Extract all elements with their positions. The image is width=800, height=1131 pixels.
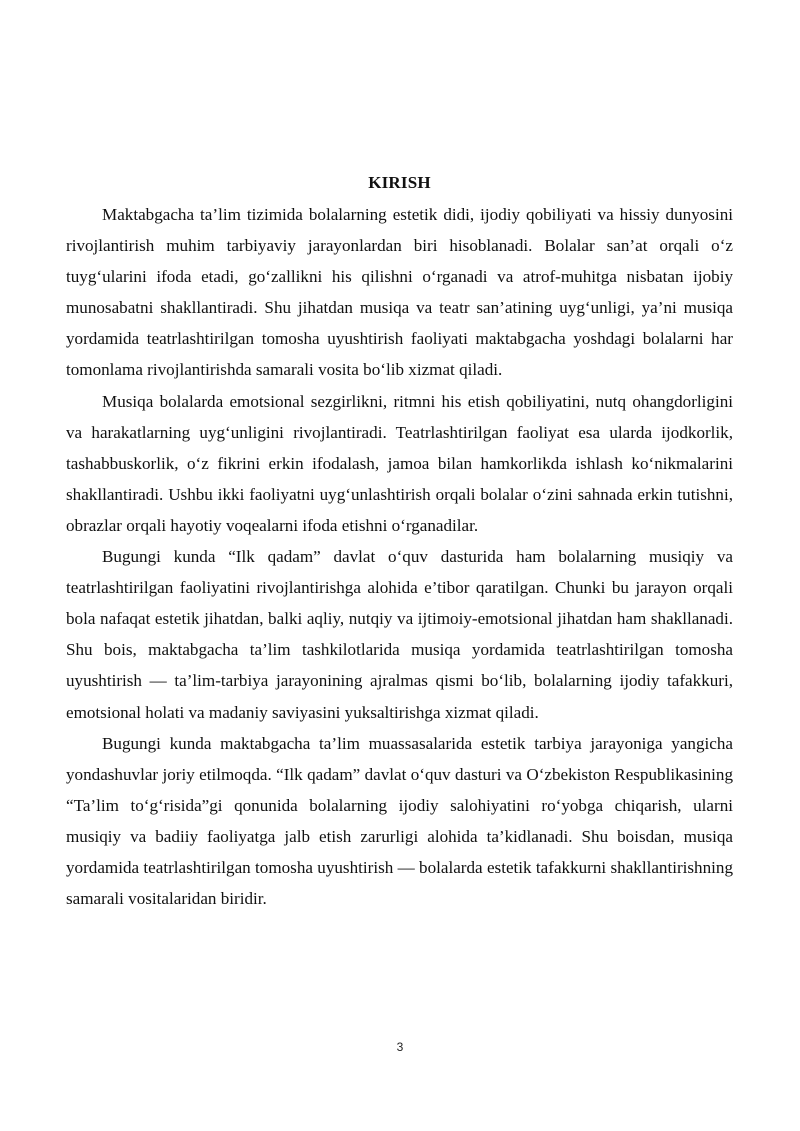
- section-title: KIRISH: [368, 173, 431, 192]
- document-page: [66, 172, 733, 914]
- paragraph-3: Bugungi kunda “Ilk qadam” davlat o‘quv dasturida ham bolalarning musiqiy va teatrlashtirilgan faoliyatini rivojlantirishga alohida e’tibor qaratilgan. Chunki bu jarayon orqali bola nafaqat estetik jihatdan, balki aqliy, nutqiy va ijtimoiy-emotsional jihatdan ham shakllanadi. Shu bois, maktabgacha ta’lim tashkilotlarida musiqa yordamida teatrlashtirilgan tomosha uyushtirish — ta’lim-tarbiya jarayonining ajralmas qismi bo‘lib, bolalarning ijodiy tafakkuri, emotsional holati va madaniy saviyasini yuksaltirishga xizmat qiladi.: [66, 547, 733, 722]
- page-number: 3: [396, 1040, 404, 1054]
- paragraph-2: Musiqa bolalarda emotsional sezgirlikni, ritmni his etish qobiliyatini, nutq ohangdorligini va harakatlarning uyg‘unligini rivojlantiradi. Teatrlashtirilgan faoliyat esa ularda ijodkorlik, tashabbuskorlik, o‘z fikrini erkin ifodalash, jamoa bilan hamkorlikda ishlash ko‘nikmalarini shakllantiradi. Ushbu ikki faoliyatni uyg‘unlashtirish orqali bolalar o‘zini sahnada erkin tutishni, obrazlar orqali hayotiy voqealarni ifoda etishni o‘rganadilar.: [66, 391, 733, 535]
- paragraph-1: Maktabgacha ta’lim tizimida bolalarning estetik didi, ijodiy qobiliyati va hissiy dunyosini rivojlantirish muhim tarbiyaviy jarayonlardan biri hisoblanadi. Bolalar san’at orqali o‘z tuyg‘ularini ifoda etadi, go‘zallikni his qilishni o‘rganadi va atrof-muhitga nisbatan ijobiy munosabatni shakllantiradi. Shu jihatdan musiqa va teatr san’atining uyg‘unligi, ya’ni musiqa yordamida teatrlashtirilgan tomosha uyushtirish faoliyati maktabgacha yoshdagi bolalarni har tomonlama rivojlantirishda samarali vosita bo‘lib xizmat qiladi.: [66, 205, 733, 380]
- paragraph-4: Bugungi kunda maktabgacha ta’lim muassasalarida estetik tarbiya jarayoniga yangicha yondashuvlar joriy etilmoqda. “Ilk qadam” davlat o‘quv dasturi va O‘zbekiston Respublikasining “Ta’lim to‘g‘risida”gi qonunida bolalarning ijodiy salohiyatini ro‘yobga chiqarish, ularni musiqiy va badiiy faoliyatga jalb etish zarurligi alohida ta’kidlanadi. Shu boisdan, musiqa yordamida teatrlashtirilgan tomosha uyushtirish — bolalarda estetik tafakkurni shakllantirishning samarali vositalaridan biridir.: [66, 733, 733, 909]
